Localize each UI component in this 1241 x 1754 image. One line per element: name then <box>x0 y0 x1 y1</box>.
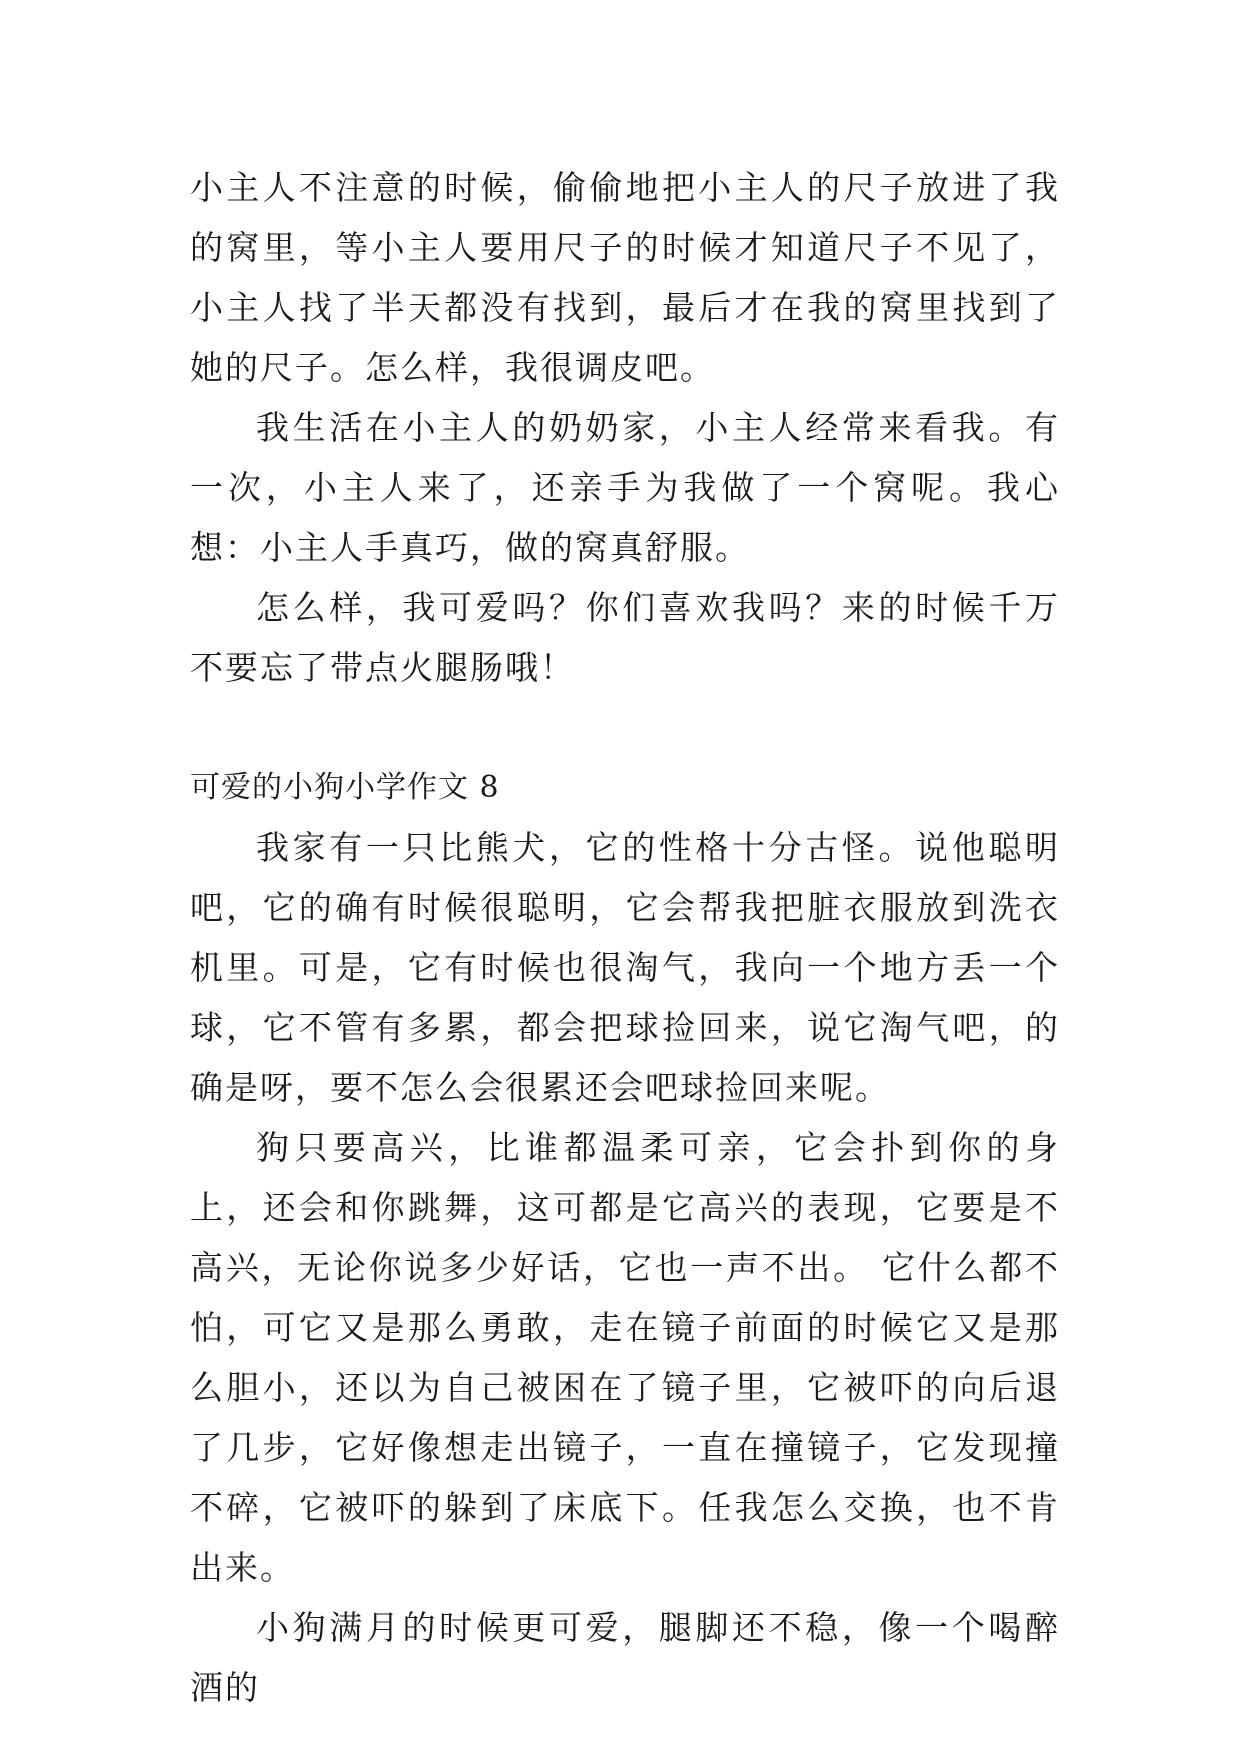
paragraph: 狗只要高兴，比谁都温柔可亲，它会扑到你的身上，还会和你跳舞，这可都是它高兴的表现，它要是不高兴，无论你说多少好话，它也一声不出。 它什么都不怕，可它又是那么勇敢，走在镜子前面的时候它又是那么胆小，还以为自己被困在了镜子里，它被吓的向后退了几步，它好像想走出镜子，一直在撞镜子，它发现撞不碎，它被吓的躲到了床底下。任我怎么交换，也不肯出来。 <box>190 1128 1060 1587</box>
paragraph: 我家有一只比熊犬，它的性格十分古怪。说他聪明吧，它的确有时候很聪明，它会帮我把脏衣服放到洗衣机里。可是，它有时候也很淘气，我向一个地方丢一个球，它不管有多累，都会把球捡回来，说它淘气吧，的确是呀，要不怎么会很累还会吧球捡回来呢。 <box>190 828 1060 1107</box>
paragraph: 怎么样，我可爱吗？你们喜欢我吗？来的时候千万不要忘了带点火腿肠哦！ <box>190 588 1060 687</box>
paragraph: 我生活在小主人的奶奶家，小主人经常来看我。有一次，小主人来了，还亲手为我做了一个窝呢。我心想：小主人手真巧，做的窝真舒服。 <box>190 408 1060 567</box>
section-title: 可爱的小狗小学作文 8 <box>190 770 500 805</box>
paragraph-continuation: 小主人不注意的时候，偷偷地把小主人的尺子放进了我的窝里，等小主人要用尺子的时候才知道尺子不见了，小主人找了半天都没有找到，最后才在我的窝里找到了她的尺子。怎么样，我很调皮吧。 <box>190 168 1060 387</box>
paragraph: 小狗满月的时候更可爱，腿脚还不稳，像一个喝醉酒的 <box>190 1608 1060 1707</box>
document-body <box>190 158 1060 1718</box>
